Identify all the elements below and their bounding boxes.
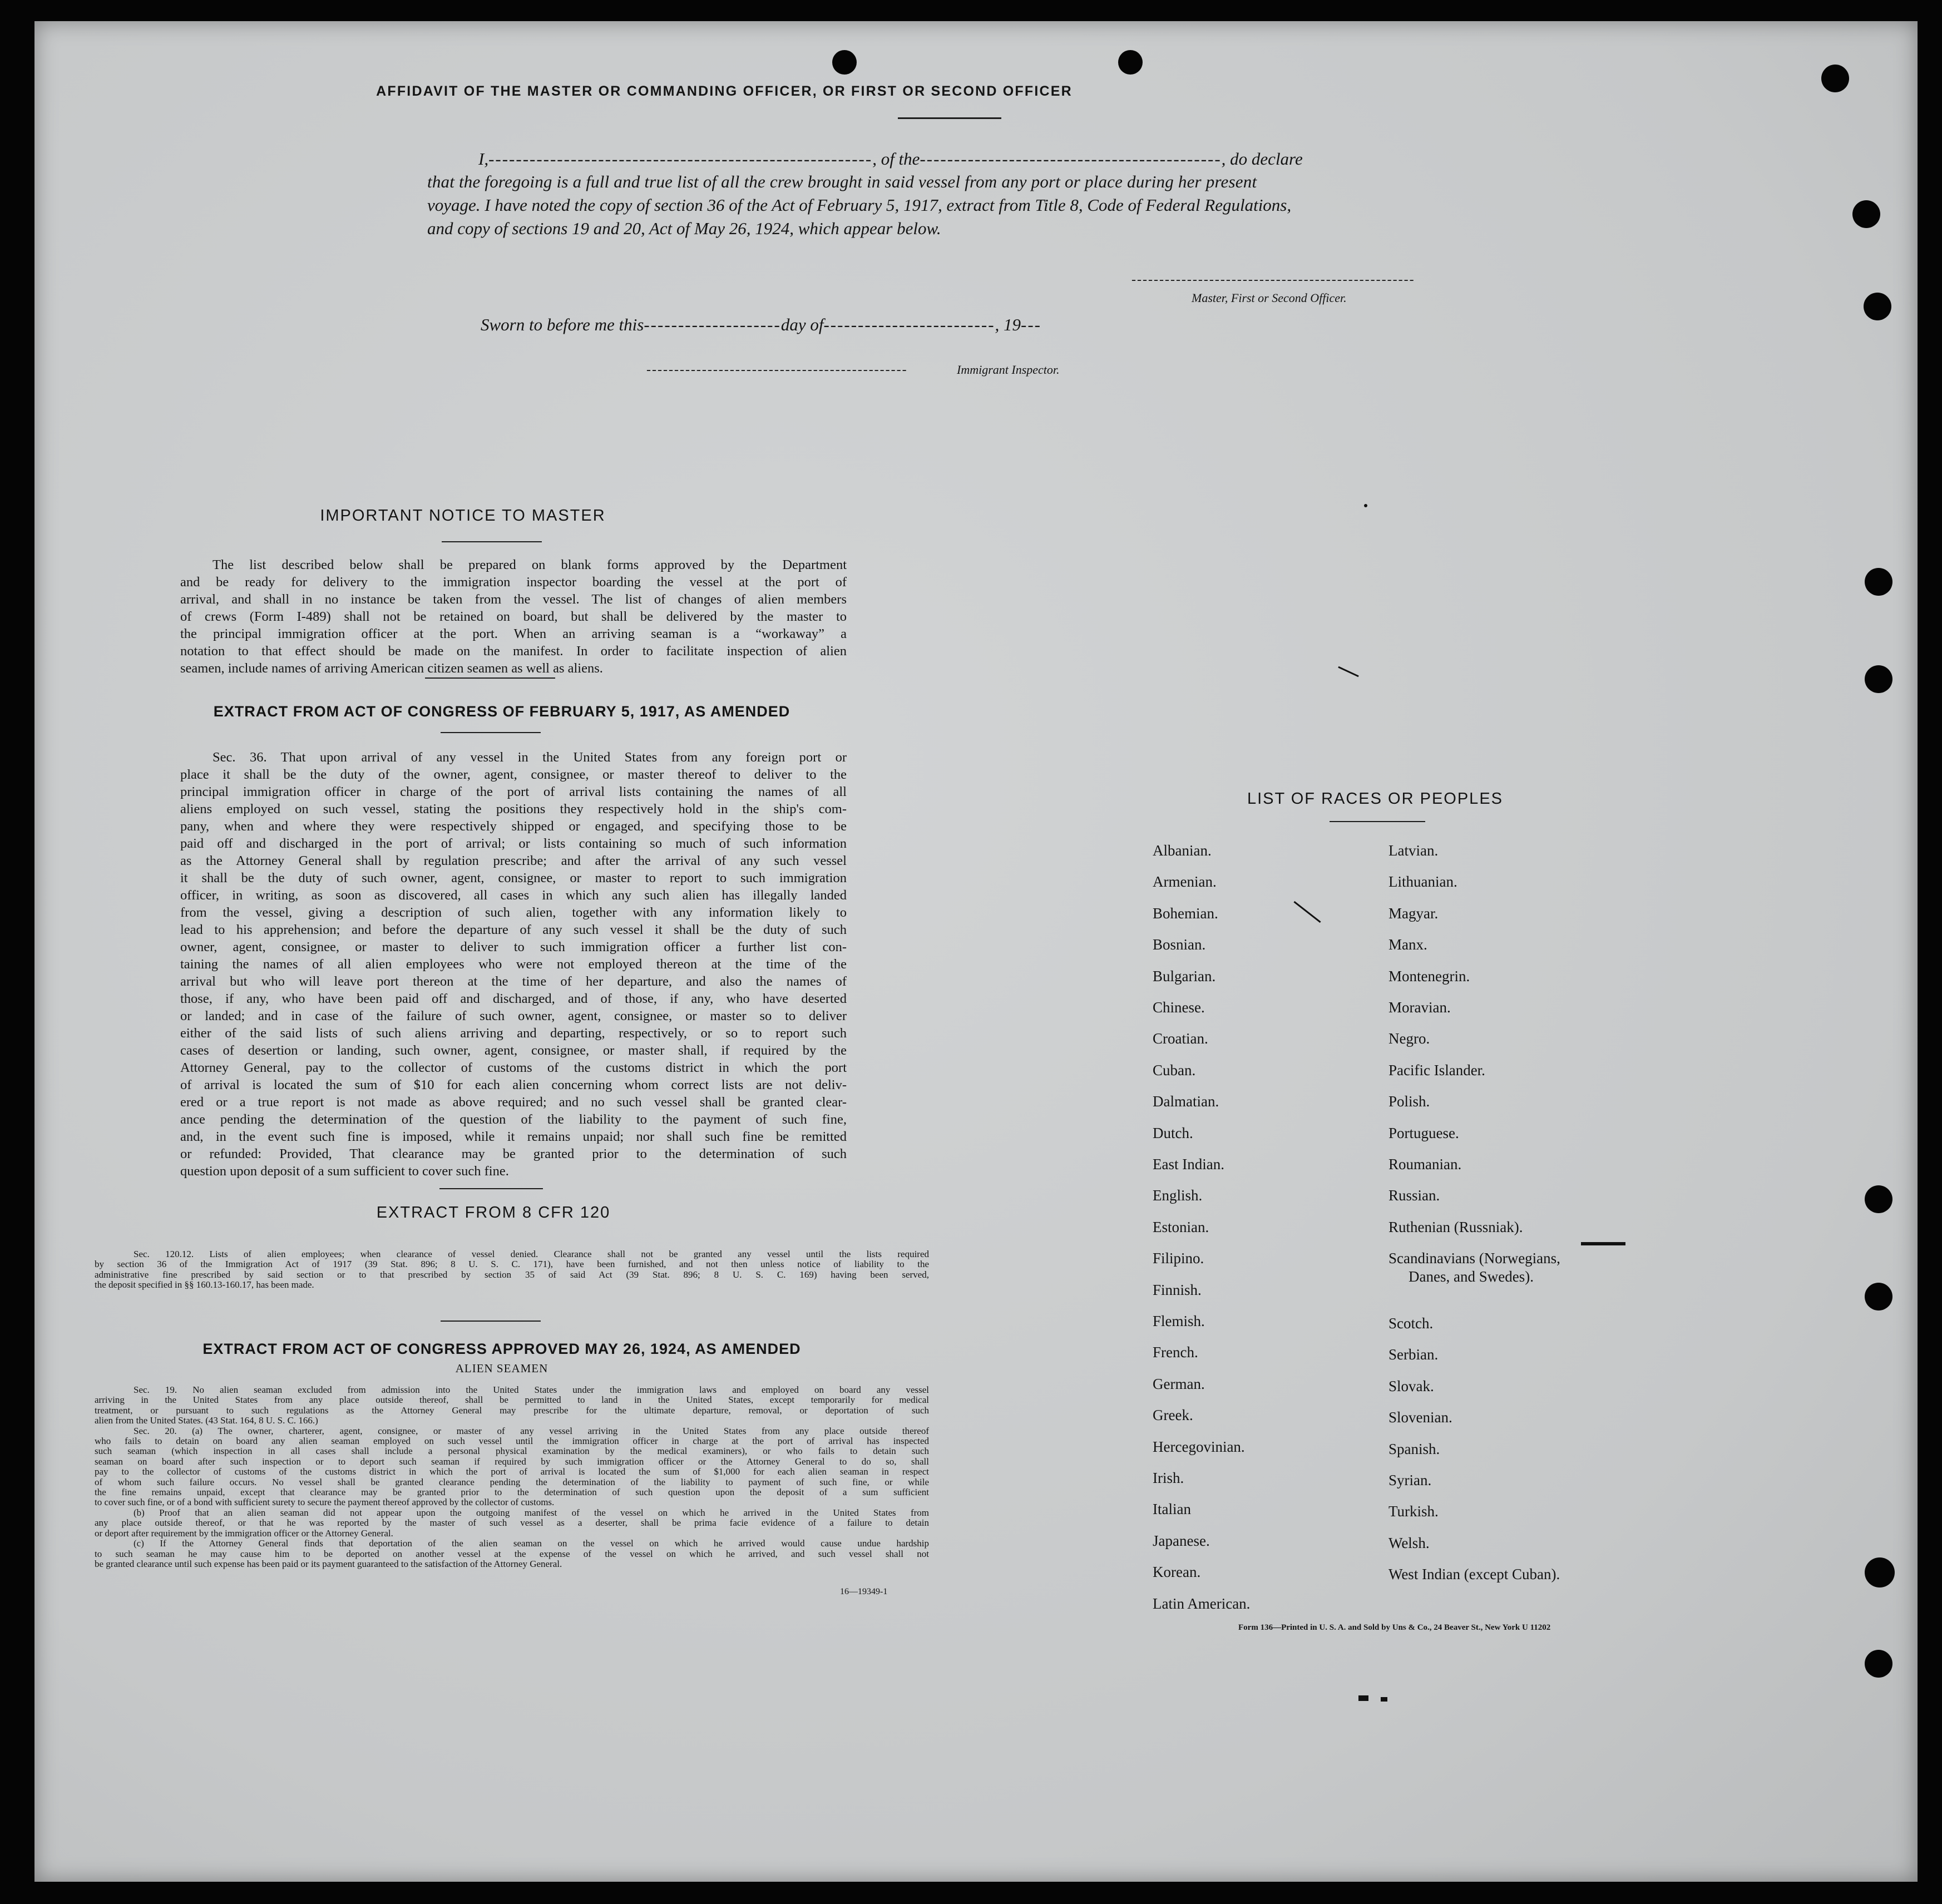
notice-title: IMPORTANT NOTICE TO MASTER bbox=[320, 507, 606, 525]
extract-1924-line: to such seaman he may cause him to be deported on another vessel at the expense of the vessel on which he arrived, and such vessel shall not bbox=[95, 1549, 929, 1559]
race-item: Hercegovinian. bbox=[1153, 1438, 1245, 1455]
punch-hole-right-1 bbox=[1821, 65, 1849, 92]
speck bbox=[1581, 1242, 1625, 1245]
speck bbox=[1293, 901, 1321, 923]
race-item: Serbian. bbox=[1388, 1346, 1439, 1363]
affidavit-line-1 bbox=[478, 149, 1591, 169]
cfr-body bbox=[95, 1249, 929, 1290]
race-item: Estonian. bbox=[1153, 1218, 1209, 1235]
title-rule bbox=[898, 117, 1001, 119]
extract-1924-line: arriving in the United States from any place outside thereof, shall be permitted to land in the United States, except temporarily for medical bbox=[95, 1395, 929, 1406]
extract-1924-line: Sec. 20. (a) The owner, charterer, agent, consignee, or master of any vessel arriving in the United States from any place outside thereof bbox=[134, 1426, 929, 1436]
notice-line: and be ready for delivery to the immigration inspector boarding the vessel at the port of bbox=[180, 575, 847, 590]
race-item: Turkish. bbox=[1388, 1503, 1439, 1520]
extract-1917-line: ered or a true report is not made as above required; and no such vessel shall be granted clear- bbox=[180, 1095, 847, 1110]
extract-1917-line: from the vessel, giving a description of such alien, together with any information likely to bbox=[180, 905, 847, 920]
extract-1924-line: such seaman (which inspection in all cases shall include a personal physical examination by the medical examiners), or who fails to detain such bbox=[95, 1446, 929, 1457]
year-label: , 19 bbox=[995, 315, 1021, 334]
race-item: Russian. bbox=[1388, 1187, 1440, 1204]
race-item: East Indian. bbox=[1153, 1156, 1224, 1173]
race-item: Pacific Islander. bbox=[1388, 1061, 1485, 1079]
race-item: Cuban. bbox=[1153, 1061, 1196, 1079]
race-item: Welsh. bbox=[1388, 1534, 1430, 1551]
extract-1917-title: EXTRACT FROM ACT OF CONGRESS OF FEBRUARY 5, 1917, AS AMENDED bbox=[213, 703, 790, 720]
extract-1917-bottom-rule bbox=[439, 1188, 543, 1189]
race-item: Slovak. bbox=[1388, 1377, 1434, 1394]
race-item: Flemish. bbox=[1153, 1313, 1205, 1329]
speck bbox=[1338, 666, 1359, 677]
extract-1924-line: alien from the United States. (43 Stat. 164, 8 U. S. C. 166.) bbox=[95, 1416, 318, 1426]
master-signature-line[interactable]: --------------------------------------------------- bbox=[1131, 273, 1415, 287]
race-item: Ruthenian (Russniak). bbox=[1388, 1218, 1523, 1235]
race-item: Irish. bbox=[1153, 1470, 1184, 1486]
inspector-signature-line[interactable]: ----------------------------------------------- bbox=[646, 363, 908, 377]
notice-body bbox=[180, 556, 847, 677]
extract-1917-line: place it shall be the duty of the owner, agent, consignee, or master thereof to deliver to the bbox=[180, 767, 847, 782]
declare-label: , do declare bbox=[1221, 149, 1303, 169]
punch-hole-right-4 bbox=[1865, 568, 1892, 596]
extract-1924-line: or deport after requirement by the immigration officer or the Attorney General. bbox=[95, 1528, 393, 1539]
race-item: Filipino. bbox=[1153, 1250, 1204, 1267]
speck bbox=[1364, 504, 1367, 507]
of-the-label: , of the bbox=[872, 149, 920, 169]
extract-1924-line: treatment, or pursuant to such regulations as the Attorney General may prescribe for the ultimate departure, removal, or deportation of such bbox=[95, 1405, 929, 1416]
extract-1917-line: ance pending the determination of the question of the liability to the payment of such fine, bbox=[180, 1112, 847, 1127]
day-of-label: day of bbox=[780, 315, 824, 334]
extract-1917-line: taining the names of all alien employees who were not employed thereon at the time of the bbox=[180, 957, 847, 972]
races-title: LIST OF RACES OR PEOPLES bbox=[1247, 790, 1504, 808]
punch-hole-right-9 bbox=[1865, 1650, 1892, 1678]
speck bbox=[1358, 1695, 1368, 1701]
notice-bottom-rule bbox=[425, 677, 555, 679]
race-item: Albanian. bbox=[1153, 842, 1212, 859]
race-item: Slovenian. bbox=[1388, 1409, 1452, 1426]
punch-hole-top-2 bbox=[1118, 50, 1143, 75]
affidavit-line-4: and copy of sections 19 and 20, Act of May 26, 1924, which appear below. bbox=[427, 219, 941, 238]
extract-1924-line: pay to the collector of customs of the customs district in which the port of arrival is located the sum of $1,000 for each alien seaman in respect bbox=[95, 1467, 929, 1477]
race-item: Bosnian. bbox=[1153, 936, 1206, 953]
extract-1917-line: principal immigration officer in charge of the port of arrival lists containing the names of all bbox=[180, 784, 847, 799]
sworn-label: Sworn to before me this bbox=[481, 315, 644, 334]
extract-1924-line: seaman on board after such inspection or to deport such seaman if required by such immigration officer or the Attorney General to do so, shall bbox=[95, 1456, 929, 1467]
extract-1924-line: (c) If the Attorney General finds that deportation of the alien seaman on the vessel on which he arrived would cause undue hardship bbox=[134, 1539, 929, 1549]
extract-1924-line: (b) Proof that an alien seaman did not appear upon the outgoing manifest of the vessel on which he arrived in the United States from bbox=[134, 1507, 929, 1518]
sworn-line bbox=[481, 315, 1593, 335]
cfr-bottom-rule bbox=[441, 1321, 541, 1322]
extract-1917-line: it shall be the duty of such owner, agent, consignee, or master to report to such immigration bbox=[180, 871, 847, 886]
punch-hole-right-6 bbox=[1865, 1185, 1892, 1213]
affidavit-title: AFFIDAVIT OF THE MASTER OR COMMANDING OFFICER, OR FIRST OR SECOND OFFICER bbox=[376, 83, 1073, 99]
notice-line: The list described below shall be prepared on blank forms approved by the Department bbox=[213, 557, 847, 572]
race-item: West Indian (except Cuban). bbox=[1388, 1566, 1560, 1583]
notice-line: of crews (Form I-489) shall not be retained on board, but shall be delivered by the master to bbox=[180, 609, 847, 624]
punch-hole-top-1 bbox=[832, 50, 857, 75]
extract-1924-line: Sec. 19. No alien seaman excluded from admission into the United States under the immigration laws and employed on board any vessel bbox=[134, 1385, 929, 1395]
notice-line: arrival, and shall in no instance be taken from the vessel. The list of changes of alien members bbox=[180, 592, 847, 607]
extract-1917-line: question upon deposit of a sum sufficient to cover such fine. bbox=[180, 1164, 509, 1179]
speck bbox=[1381, 1697, 1387, 1702]
extract-1924-line: of whom such failure occurs. No vessel shall be granted clearance pending the determination of the liability to payment of such fine, or while bbox=[95, 1477, 929, 1487]
race-item: Roumanian. bbox=[1388, 1156, 1462, 1173]
sworn-year-blank[interactable]: --- bbox=[1021, 315, 1042, 334]
extract-1924-line: to cover such fine, or of a bond with sufficient surety to secure the payment thereof approved by the collector of customs. bbox=[95, 1497, 555, 1508]
printer-imprint: Form 136—Printed in U. S. A. and Sold by Uns & Co., 24 Beaver St., New York U 11202 bbox=[1238, 1623, 1551, 1632]
race-item: German. bbox=[1153, 1375, 1205, 1392]
race-item: Korean. bbox=[1153, 1564, 1201, 1581]
extract-1924-line: be granted clearance until such expense has been paid or its payment guaranteed to the satisfaction of the Attorney General. bbox=[95, 1559, 562, 1569]
master-signature-label: Master, First or Second Officer. bbox=[1192, 291, 1347, 305]
cfr-line: Sec. 120.12. Lists of alien employees; when clearance of vessel denied. Clearance shall not be granted any vessel until the lists required bbox=[134, 1249, 929, 1259]
extract-1917-line: Sec. 36. That upon arrival of any vessel in the United States from any foreign port or bbox=[213, 750, 847, 765]
affidavit-line-3: voyage. I have noted the copy of section 36 of the Act of February 5, 1917, extract from Title 8, Code of Federal Regulations, bbox=[427, 195, 1292, 215]
punch-hole-right-3 bbox=[1864, 293, 1891, 320]
extract-1924-line: the fine remains unpaid, except that clearance may be granted prior to the determination of such question upon the deposit of a sum sufficient bbox=[95, 1487, 929, 1498]
extract-1917-line: officer, in writing, as soon as discovered, all cases in which any such alien has illegally landed bbox=[180, 888, 847, 903]
race-item: Spanish. bbox=[1388, 1440, 1440, 1457]
cfr-line: the deposit specified in §§ 160.13-160.17, has been made. bbox=[95, 1280, 314, 1290]
sworn-day-blank[interactable]: -------------------- bbox=[644, 315, 781, 334]
extract-1924-body bbox=[95, 1385, 929, 1569]
race-item: Latvian. bbox=[1388, 842, 1439, 859]
extract-1917-line: pany, when and where they were respectively shipped or engaged, and specifying those to be bbox=[180, 819, 847, 834]
sworn-month-blank[interactable]: ------------------------- bbox=[823, 315, 995, 334]
extract-1917-line: or refunded: Provided, That clearance may be granted prior to the determination of such bbox=[180, 1146, 847, 1161]
affidavit-line-2: that the foregoing is a full and true list of all the crew brought in said vessel from any port or place during her present bbox=[427, 172, 1257, 191]
extract-1924-title: EXTRACT FROM ACT OF CONGRESS APPROVED MAY 26, 1924, AS AMENDED bbox=[202, 1341, 801, 1357]
cfr-line: administrative fine prescribed by said section or to that prescribed by section 35 of said Act (39 Stat. 896; 8 U. S. C. 169) having been served, bbox=[95, 1269, 929, 1280]
race-item: Montenegrin. bbox=[1388, 967, 1470, 985]
punch-hole-right-2 bbox=[1852, 200, 1880, 228]
race-item: Bohemian. bbox=[1153, 904, 1218, 922]
notice-line: seamen, include names of arriving American citizen seamen as well as aliens. bbox=[180, 661, 603, 676]
race-item: Magyar. bbox=[1388, 904, 1439, 922]
race-item: Dutch. bbox=[1153, 1124, 1193, 1141]
race-item: Scandinavians (Norwegians, bbox=[1388, 1250, 1560, 1267]
race-item: Italian bbox=[1153, 1501, 1191, 1518]
race-item: Greek. bbox=[1153, 1407, 1193, 1424]
name-blank[interactable]: -------------------------------------------------------- bbox=[488, 149, 873, 169]
race-item: English. bbox=[1153, 1187, 1203, 1204]
i-label: I, bbox=[478, 149, 489, 169]
race-item: Bulgarian. bbox=[1153, 967, 1216, 985]
extract-1917-line: lead to his apprehension; and before the departure of any such vessel it shall be the duty of such bbox=[180, 922, 847, 937]
race-item: Negro. bbox=[1388, 1030, 1430, 1047]
race-item: Moravian. bbox=[1388, 999, 1451, 1016]
vessel-blank[interactable]: -------------------------------------------- bbox=[920, 149, 1222, 169]
race-item: Portuguese. bbox=[1388, 1124, 1459, 1141]
race-item: Latin American. bbox=[1153, 1595, 1251, 1612]
race-item: Dalmatian. bbox=[1153, 1093, 1219, 1110]
punch-hole-right-8 bbox=[1865, 1557, 1895, 1588]
extract-1917-line: and, in the event such fine is imposed, while it remains unpaid; nor shall such fine be remitted bbox=[180, 1129, 847, 1144]
notice-line: the principal immigration officer at the port. When an arriving seaman is a “workaway” a bbox=[180, 626, 847, 641]
race-item: Syrian. bbox=[1388, 1472, 1432, 1488]
race-item: Lithuanian. bbox=[1388, 873, 1457, 891]
extract-1924-line: who fails to detain on board any alien seaman employed on such vessel until the immigration officer in charge at the port of arrival has inspected bbox=[95, 1436, 929, 1447]
race-item: Japanese. bbox=[1153, 1532, 1210, 1549]
extract-1917-line: paid off and discharged in the port of arrival; or lists containing so much of such information bbox=[180, 836, 847, 851]
race-item: Manx. bbox=[1388, 936, 1427, 953]
cfr-line: by section 36 of the Immigration Act of 1917 (39 Stat. 896; 8 U. S. C. 171), have been furnished, and not then unless notice of liability to the bbox=[95, 1259, 929, 1270]
cfr-title: EXTRACT FROM 8 CFR 120 bbox=[376, 1204, 611, 1221]
form-page bbox=[34, 21, 1918, 1882]
race-item: Scotch. bbox=[1388, 1315, 1434, 1332]
extract-1917-line: aliens employed on such vessel, stating the positions they respectively hold in the ship's com- bbox=[180, 802, 847, 817]
race-item: Armenian. bbox=[1153, 873, 1217, 891]
race-item: Chinese. bbox=[1153, 999, 1205, 1016]
notice-line: notation to that effect should be made on the manifest. In order to facilitate inspection of alien bbox=[180, 644, 847, 659]
race-item: Finnish. bbox=[1153, 1281, 1202, 1298]
race-item: Danes, and Swedes). bbox=[1409, 1268, 1534, 1285]
extract-1917-line: those, if any, who have been paid off and discharged, and of those, if any, who have deserted bbox=[180, 991, 847, 1006]
extract-1917-body bbox=[180, 749, 847, 1180]
extract-1917-line: cases of desertion or landing, such owner, agent, consignee, or master shall, if required by the bbox=[180, 1043, 847, 1058]
punch-hole-right-5 bbox=[1865, 665, 1892, 693]
punch-hole-right-7 bbox=[1865, 1283, 1892, 1310]
alien-seamen-subtitle: ALIEN SEAMEN bbox=[455, 1362, 548, 1375]
race-item: Croatian. bbox=[1153, 1030, 1208, 1047]
race-item: French. bbox=[1153, 1344, 1198, 1361]
extract-1917-line: or landed; and in case of the failure of such owner, agent, consignee, or master so to deliver bbox=[180, 1008, 847, 1023]
form-number: 16—19349-1 bbox=[840, 1587, 888, 1596]
extract-1917-line: as the Attorney General shall by regulation prescribe; and after the arrival of any such vessel bbox=[180, 853, 847, 868]
extract-1924-line: any place outside thereof, or that he was reported by the master of such vessel as a deserter, shall be prima facie evidence of a failure to detain bbox=[95, 1518, 929, 1529]
extract-1917-line: Attorney General, pay to the collector of customs of the customs district in which the port bbox=[180, 1060, 847, 1075]
extract-1917-line: owner, agent, consignee, or master to deliver to such immigration officer a further list con- bbox=[180, 939, 847, 955]
extract-1917-line: either of the said lists of such aliens arriving and departing, respectively, or so to report such bbox=[180, 1026, 847, 1041]
extract-1917-line: arrival but who will leave port thereon at the time of her departure, and also the names of bbox=[180, 974, 847, 989]
race-item: Polish. bbox=[1388, 1093, 1430, 1110]
races-rule bbox=[1330, 821, 1425, 822]
extract-1917-line: of arrival is located the sum of $10 for each alien concerning whom correct lists are not deliv- bbox=[180, 1077, 847, 1092]
notice-rule bbox=[442, 541, 542, 542]
extract-1917-rule bbox=[441, 732, 541, 733]
inspector-label: Immigrant Inspector. bbox=[957, 363, 1060, 377]
